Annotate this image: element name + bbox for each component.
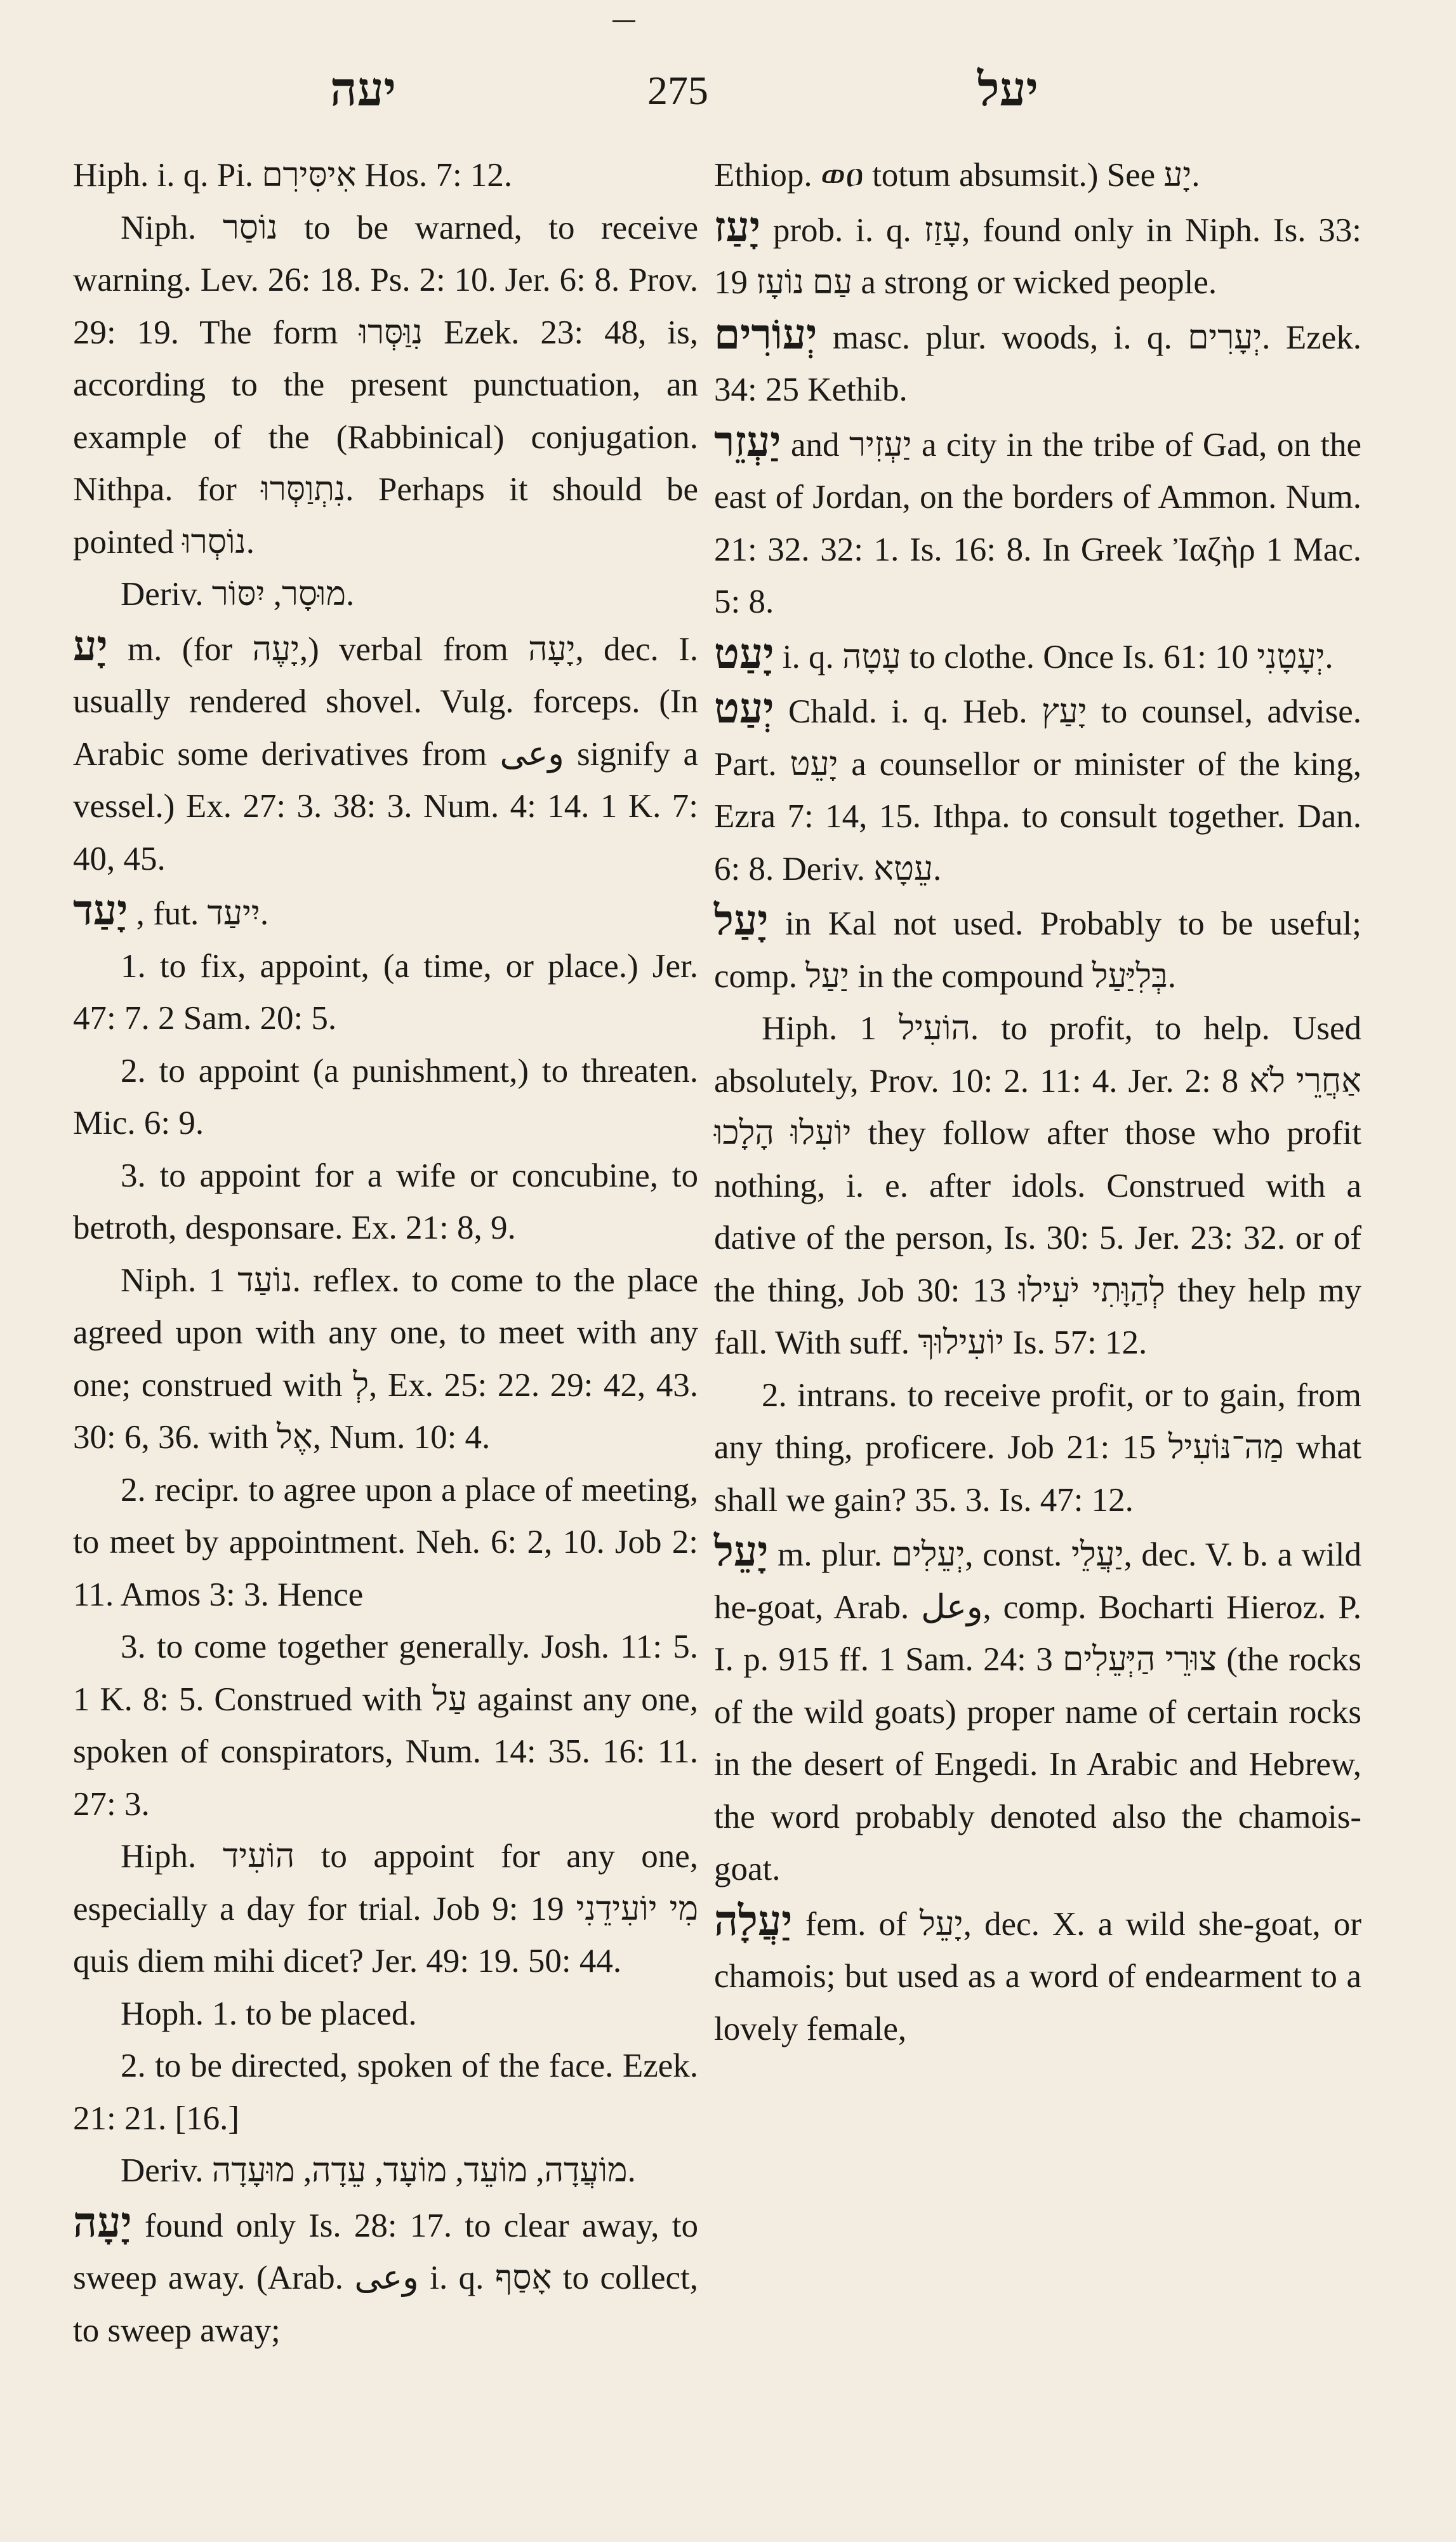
entry-text: 2. to appoint (a punishment,) to threaten. Mic. 6: 9. <box>73 1052 698 1141</box>
entry-paragraph <box>73 1464 698 1621</box>
right-column <box>714 149 1361 2055</box>
entry-headword: יָעָה <box>73 2199 132 2246</box>
entry-headword: יְעוֹרִים <box>714 311 817 358</box>
entry-text: Ethiop. ወዐ totum absumsit.) See יָע. <box>714 157 1200 194</box>
left-column <box>73 149 698 2357</box>
entry-headword: יְעַט <box>714 686 774 732</box>
dictionary-entry <box>714 683 1361 895</box>
entry-text: in Kal not used. Probably to be useful; comp. יַעַל in the compound בְּלִיַּעַל. <box>714 905 1361 995</box>
entry-paragraph <box>714 149 1361 202</box>
entry-text: Deriv. מוּסָר, יִסּוֹר. <box>121 576 355 613</box>
entry-text: , fut. יִיעַד. <box>136 895 269 932</box>
entry-text: m. plur. יְעֵלִים, const. יַעֲלֵי, dec. V. b. a wild he-goat, Arab. وعل, comp. Bocharti Hieroz. P. I. p. 915 ff. 1 Sam. 24: 3 צוּרֵי הַיְּעֵלִים (the rocks of the wild goats) proper name of certain rocks in the desert of Engedi. In Arabic and Hebrew, the word probably denoted also the chamois-goat. <box>714 1536 1362 1887</box>
entry-paragraph <box>73 1830 698 1988</box>
entry-text: i. q. עָטָה to clothe. Once Is. 61: 10 יְעָטָנִי. <box>782 638 1334 675</box>
entry-text: Hiph. הוֹעִיל 1. to profit, to help. Used absolutely, Prov. 10: 2. 11: 4. Jer. 2: 8 אַחֲרֵי לֹא יוֹעִלוּ הָלָכוּ they follow after those who profit nothing, i. e. after idols. Construed with a dative of the person, Is. 30: 5. Jer. 23: 32. or of the thing, Job 30: 13 לְהַוָּתִי יֹעִילוּ they help my fall. With suff. יוֹעִילוּךְ Is. 57: 12. <box>714 1010 1362 1361</box>
dictionary-entry <box>73 885 698 940</box>
entry-headword: יָע <box>73 623 108 670</box>
dictionary-entry <box>714 629 1361 684</box>
entry-paragraph <box>714 1369 1361 1527</box>
dictionary-entry <box>73 621 698 886</box>
entry-paragraph <box>73 149 698 202</box>
entry-headword: יָעַט <box>714 630 774 677</box>
entry-paragraph <box>73 1150 698 1254</box>
dictionary-entry <box>714 309 1361 416</box>
entry-headword: יַעֲלָה <box>714 1898 793 1945</box>
entry-paragraph <box>73 568 698 621</box>
entry-text: Deriv. מוֹעֲדָה, מוֹעֵד, מוֹעָד, עֵדָה, מוּעָדָה. <box>121 2152 636 2189</box>
entry-text: prob. i. q. עָזַז, found only in Niph. Is. 33: 19 עַם נוֹעָז a strong or wicked people. <box>714 211 1362 301</box>
dictionary-entry <box>714 1896 1361 2056</box>
top-rule-mark <box>612 20 635 22</box>
entry-text: 3. to appoint for a wife or concubine, to betroth, desponsare. Ex. 21: 8, 9. <box>73 1157 698 1246</box>
entry-text: 2. to be directed, spoken of the face. Ezek. 21: 21. [16.] <box>73 2047 698 2137</box>
entry-text: Hiph. הוֹעִיד to appoint for any one, especially a day for trial. Job 9: 19 מִי יוֹעִידֵנִי quis diem mihi dicet? Jer. 49: 19. 50: 44. <box>73 1838 699 1980</box>
entry-text: Niph. נוֹעַד 1. reflex. to come to the place agreed upon with any one, to meet with any one; construed with לְ, Ex. 25: 22. 29: 42, 43. 30: 6, 36. with אֶל, Num. 10: 4. <box>73 1261 699 1456</box>
dictionary-entry <box>714 895 1361 1002</box>
entry-text: Niph. נוֹסַר to be warned, to receive warning. Lev. 26: 18. Ps. 2: 10. Jer. 6: 8. Prov. 29: 19. The form נִוַּסְּרוּ Ezek. 23: 48, is, according to the present punctuation, an example of the (Rabbinical) conjugation. Nithpa. for נִתְוַסְּרוּ. Perhaps it should be pointed נוֹסְרוּ. <box>73 209 698 561</box>
entry-text: masc. plur. woods, i. q. יְעָרִים. Ezek. 34: 25 Kethib. <box>714 319 1361 408</box>
entry-text: 2. intrans. to receive profit, or to gain, from any thing, proficere. Job 21: 15 מַה־נּוֹעִיל what shall we gain? 35. 3. Is. 47: 12. <box>714 1376 1361 1519</box>
dictionary-entry <box>714 416 1361 629</box>
entry-text: 3. to come together generally. Josh. 11: 5. 1 K. 8: 5. Construed with עַל against any one, spoken of conspirators, Num. 14: 35. 16: 11. 27: 3. <box>73 1628 698 1823</box>
header-headword-left: יעה <box>330 64 396 116</box>
header-headword-right: יעל <box>977 64 1038 116</box>
entry-paragraph <box>73 202 698 569</box>
entry-headword: יָעַל <box>714 898 769 944</box>
entry-text: 2. recipr. to agree upon a place of meeting, to meet by appointment. Neh. 6: 2, 10. Job 2: 11. Amos 3: 3. Hence <box>73 1471 698 1613</box>
entry-text: Hiph. i. q. Pi. אִיסִּירִם Hos. 7: 12. <box>73 157 513 194</box>
entry-headword: יָעֵל <box>714 1529 769 1575</box>
dictionary-entry <box>714 202 1361 309</box>
entry-paragraph <box>73 2145 698 2197</box>
entry-paragraph <box>73 1988 698 2040</box>
entry-paragraph <box>714 1002 1361 1369</box>
entry-paragraph <box>73 2040 698 2145</box>
entry-headword: יָעַז <box>714 204 761 251</box>
page-number: 275 <box>647 68 708 113</box>
entry-text: Chald. i. q. Heb. יָעַץ to counsel, advise. Part. יָעֵט a counsellor or minister of the king, Ezra 7: 14, 15. Ithpa. to consult together. Dan. 6: 8. Deriv. עֵטָא. <box>714 693 1362 888</box>
entry-paragraph <box>73 1254 698 1464</box>
entry-headword: יָעַד <box>73 888 128 934</box>
entry-text: Hoph. 1. to be placed. <box>121 1995 417 2032</box>
running-header <box>0 63 1456 133</box>
dictionary-entry <box>73 2197 698 2357</box>
entry-text: found only Is. 28: 17. to clear away, to sweep away. (Arab. وعى i. q. אָסַף to collect, to sweep away; <box>73 2207 698 2349</box>
entry-paragraph <box>73 1621 698 1830</box>
entry-text: m. (for יָעֶה,) verbal from יָעָה, dec. I. usually rendered shovel. Vulg. forceps. (In Arabic some derivatives from وعى signify a vessel.) Ex. 27: 3. 38: 3. Num. 4: 14. 1 K. 7: 40, 45. <box>73 630 698 877</box>
entry-text: fem. of יָעֵל, dec. X. a wild she-goat, or chamois; but used as a word of endearment to a lovely female, <box>714 1905 1361 2047</box>
entry-text: and יַעְזִיר a city in the tribe of Gad, on the east of Jordan, on the borders of Ammon. Num. 21: 32. 32: 1. Is. 16: 8. In Greek Ἰαζὴρ 1 Mac. 5: 8. <box>714 426 1362 620</box>
dictionary-entry <box>714 1526 1361 1896</box>
entry-headword: יַעְזֵר <box>714 418 781 465</box>
entry-paragraph <box>73 940 698 1045</box>
entry-paragraph <box>73 1045 698 1150</box>
entry-text: 1. to fix, appoint, (a time, or place.) Jer. 47: 7. 2 Sam. 20: 5. <box>73 947 698 1037</box>
